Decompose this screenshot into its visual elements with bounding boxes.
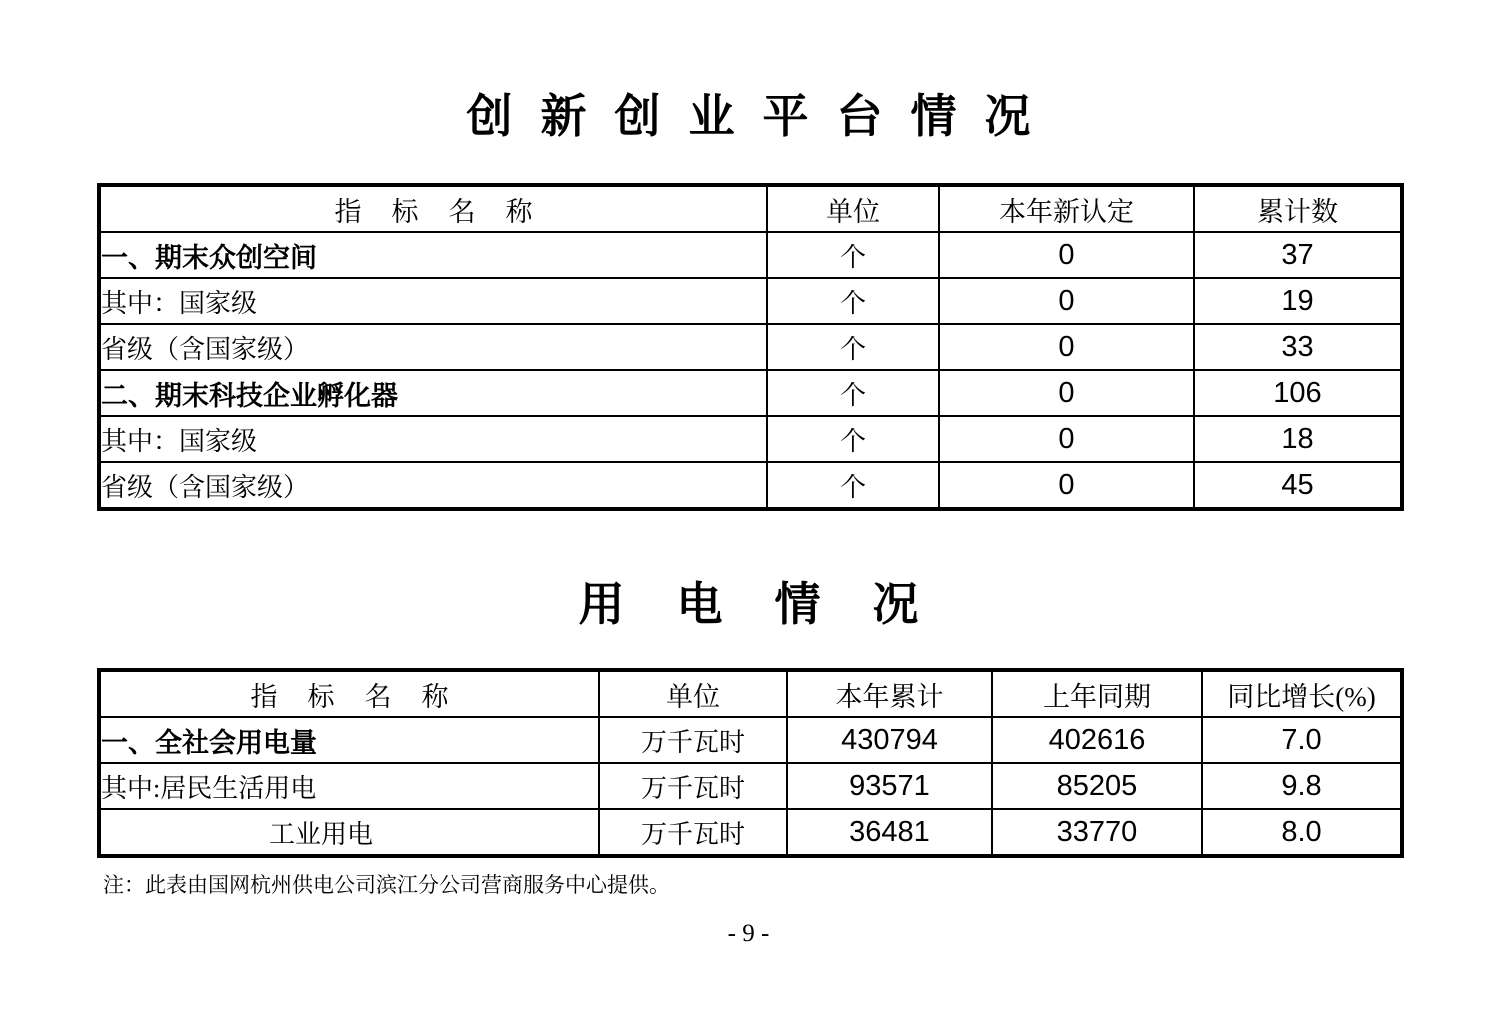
indicator-cell: 一、期末众创空间 [99, 232, 767, 278]
indicator-cell: 二、期末科技企业孵化器 [99, 370, 767, 416]
current-year-cell: 430794 [787, 717, 992, 763]
unit-cell: 个 [767, 324, 939, 370]
new-this-year-cell: 0 [939, 462, 1194, 509]
table-row [99, 370, 1402, 416]
table-row [99, 717, 1402, 763]
indicator-cell: 工业用电 [99, 809, 599, 856]
table2-header-unit: 单位 [599, 670, 787, 717]
cumulative-cell: 18 [1194, 416, 1402, 462]
current-year-cell: 36481 [787, 809, 992, 856]
unit-cell: 万千瓦时 [599, 763, 787, 809]
cumulative-cell: 33 [1194, 324, 1402, 370]
indicator-cell: 其中：国家级 [99, 278, 767, 324]
table-row [99, 278, 1402, 324]
cumulative-cell: 45 [1194, 462, 1402, 509]
new-this-year-cell: 0 [939, 370, 1194, 416]
table1-header-new: 本年新认定 [939, 185, 1194, 232]
unit-cell: 万千瓦时 [599, 717, 787, 763]
innovation-platform-table [97, 183, 1404, 511]
cumulative-cell: 19 [1194, 278, 1402, 324]
indicator-cell: 省级（含国家级） [99, 462, 767, 509]
indicator-cell: 省级（含国家级） [99, 324, 767, 370]
unit-cell: 个 [767, 232, 939, 278]
new-this-year-cell: 0 [939, 324, 1194, 370]
previous-year-cell: 33770 [992, 809, 1202, 856]
yoy-growth-cell: 8.0 [1202, 809, 1402, 856]
previous-year-cell: 85205 [992, 763, 1202, 809]
unit-cell: 万千瓦时 [599, 809, 787, 856]
unit-cell: 个 [767, 278, 939, 324]
table2-header-growth: 同比增长(%) [1202, 670, 1402, 717]
source-note: 注：此表由国网杭州供电公司滨江分公司营商服务中心提供。 [103, 873, 670, 897]
new-this-year-cell: 0 [939, 232, 1194, 278]
table-row [99, 763, 1402, 809]
indicator-cell: 其中：国家级 [99, 416, 767, 462]
cumulative-cell: 106 [1194, 370, 1402, 416]
new-this-year-cell: 0 [939, 416, 1194, 462]
previous-year-cell: 402616 [992, 717, 1202, 763]
table-row [99, 809, 1402, 856]
table-row [99, 416, 1402, 462]
table1-header-row [99, 185, 1402, 232]
table2-header-previous: 上年同期 [992, 670, 1202, 717]
table-row [99, 462, 1402, 509]
table-row [99, 232, 1402, 278]
table2-header-indicator: 指标名称 [99, 670, 599, 717]
table1-header-indicator: 指标名称 [99, 185, 767, 232]
table1-header-unit: 单位 [767, 185, 939, 232]
unit-cell: 个 [767, 462, 939, 509]
page-number: - 9 - [727, 920, 770, 947]
electricity-usage-table [97, 668, 1404, 858]
yoy-growth-cell: 7.0 [1202, 717, 1402, 763]
section2-title: 用电情况 [578, 578, 971, 630]
unit-cell: 个 [767, 416, 939, 462]
table2-header-current: 本年累计 [787, 670, 992, 717]
indicator-cell: 一、全社会用电量 [99, 717, 599, 763]
section1-title: 创新创业平台情况 [466, 90, 1059, 142]
table1-header-cumulative: 累计数 [1194, 185, 1402, 232]
yoy-growth-cell: 9.8 [1202, 763, 1402, 809]
indicator-cell: 其中:居民生活用电 [99, 763, 599, 809]
cumulative-cell: 37 [1194, 232, 1402, 278]
new-this-year-cell: 0 [939, 278, 1194, 324]
table-row [99, 324, 1402, 370]
table2-header-row [99, 670, 1402, 717]
unit-cell: 个 [767, 370, 939, 416]
current-year-cell: 93571 [787, 763, 992, 809]
